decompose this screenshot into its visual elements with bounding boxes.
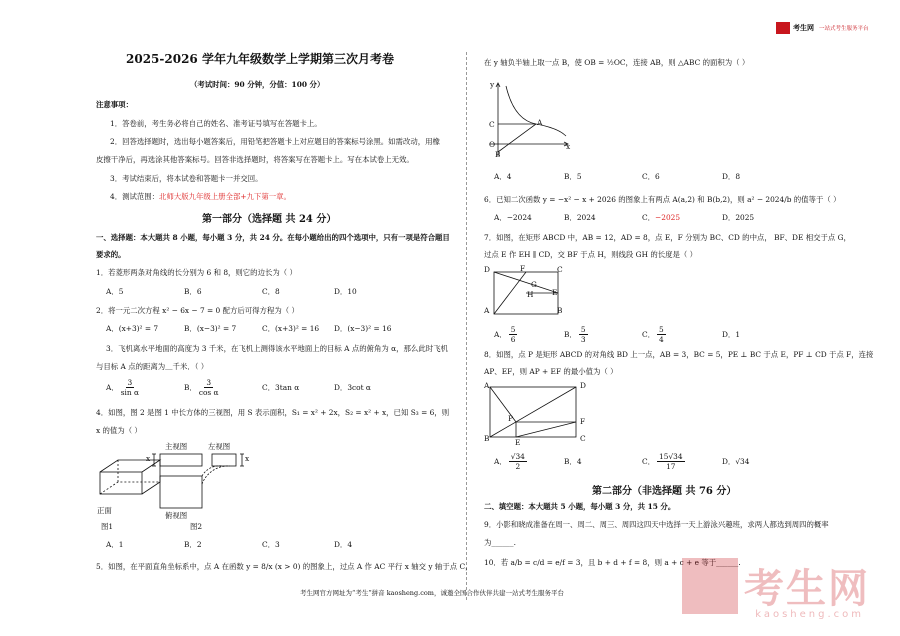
q3-b-label: B． (184, 383, 197, 392)
q7-fig-h: H (527, 290, 534, 299)
q5-figure (486, 80, 576, 160)
q6-c-value: −2025 (655, 213, 681, 222)
q2-option-c: C．(x+3)² = 16 (262, 324, 320, 333)
q2-option-b: B．(x−3)² = 7 (184, 324, 237, 333)
q3-a-den: sin α (120, 388, 139, 397)
q7-stem-a: 7．如图，在矩形 ABCD 中，AB = 12，AD = 8，点 E，F 分别为 BC、CD 的中点， BF、DE 相交于点 G， (484, 233, 851, 242)
q7-a-label: A． (494, 330, 507, 339)
q2-option-d: D．(x−3)² = 16 (334, 324, 392, 333)
q1-option-d: D．10 (334, 287, 357, 296)
q5-option-d: D．8 (722, 172, 741, 181)
q5-stem-b: 在 y 轴负半轴上取一点 B，使 OB = ½OC，连接 AB，则 △ABC 的面积为（ ） (484, 58, 750, 67)
column-divider (466, 52, 467, 600)
q2-option-a: A．(x+3)² = 7 (106, 324, 159, 333)
q7-fig-c: C (557, 265, 563, 274)
q4-top-view-label: 俯视图 (165, 511, 188, 520)
q3-a-num: 3 (127, 378, 133, 387)
q4-fig2-caption: 图2 (190, 522, 203, 531)
q1-option-a: A．5 (106, 287, 124, 296)
q7-c-label: C． (642, 330, 656, 339)
q6-option-a: A．−2024 (494, 213, 532, 222)
q8-c-label: C． (642, 457, 656, 466)
logo-brand: 考生网 (793, 24, 814, 32)
q4-fig1-front-label: 正面 (97, 506, 112, 515)
q6-option-d: D．2025 (722, 213, 755, 222)
q2-stem: 2．将一元二次方程 x² − 6x − 7 = 0 配方后可得方程为（ ） (96, 306, 299, 315)
q3-option-a (106, 378, 139, 397)
watermark-domain: kaosheng.com (755, 609, 864, 620)
part1-instr-b: 要求的。 (96, 250, 126, 259)
q8-c-num: 15√34 (659, 452, 683, 461)
part1-instr-a: 一、选择题：本大题共 8 小题，每小题 3 分，共 24 分。在每小题给出的四个选项中，只有一项是符合题目 (96, 233, 450, 242)
q3-stem-b: 与目标 A 点的距离为＿千米．（ ） (96, 362, 209, 371)
q5-option-a: A．4 (494, 172, 512, 181)
q6-c-label: C． (642, 213, 656, 222)
q7-a-num: 5 (510, 325, 516, 334)
q7-b-num: 5 (580, 325, 586, 334)
q7-option-b (564, 325, 588, 344)
q4-left-view-label: 左视图 (208, 442, 231, 451)
q8-option-d: D．√34 (722, 457, 750, 466)
q7-c-num: 5 (659, 325, 664, 334)
q10-stem: 10．若 a/b = c/d = e/f = 3，且 b + d + f = 8，则 a + c + e 等于______. (484, 558, 741, 567)
q7-a-den: 6 (510, 335, 516, 344)
q8-a-den: 2 (515, 462, 521, 471)
q8-stem-b: AP、EF，则 AP + EF 的最小值为（ ） (484, 367, 618, 376)
q4-option-a: A．1 (106, 540, 124, 549)
q7-stem-b: 过点 E 作 EH ∥ CD，交 BF 于点 H，则线段 GH 的长度是（ ） (484, 250, 698, 259)
notes-heading: 注意事项： (96, 100, 133, 109)
q4-stem-b: x 的值为（ ） (96, 426, 142, 435)
q9-stem-b: 为______. (484, 538, 516, 547)
q8-fig-f: F (580, 417, 586, 426)
q5-stem-a: 5．如图，在平面直角坐标系中，点 A 在函数 y = 8/x (x > 0) 的图象上，过点 A 作 AC 平行 x 轴交 y 轴于点 C， (96, 562, 473, 571)
q8-option-c (642, 452, 685, 471)
exam-time-info: （考试时间：90 分钟，分值：100 分） (190, 80, 325, 89)
q7-c-den: 4 (659, 335, 664, 344)
q7-b-label: B． (564, 330, 577, 339)
q5-fig-c: C (489, 120, 495, 129)
exam-title: 2025-2026 学年九年级数学上学期第三次月考卷 (126, 52, 394, 66)
q7-option-a (494, 325, 517, 344)
note-4 (110, 192, 291, 202)
q4-stem-a: 4．如图，图 2 是图 1 中长方体的三视图，用 S 表示面积，S₁ = x² + 2x，S₂ = x² + x，已知 S₃ = 6，则 (96, 408, 450, 417)
q7-b-den: 3 (580, 335, 586, 344)
q4-figure-2 (150, 448, 250, 510)
q8-fig-b: B (484, 434, 490, 443)
note-4-prefix: 4．测试范围： (110, 192, 160, 201)
q3-b-den: cos α (198, 388, 219, 397)
q7-fig-f: F (520, 264, 526, 273)
q3-b-num: 3 (206, 378, 212, 387)
logo-slogan: 一站式考生服务平台 (819, 26, 869, 32)
q7-fig-g: G (531, 280, 537, 289)
q7-option-d: D．1 (722, 330, 741, 339)
q7-fig-e: E (552, 288, 558, 297)
q7-option-c (642, 325, 666, 344)
q3-stem-a: 3．飞机离水平地面的高度为 3 千米，在飞机上测得该水平地面上的目标 A 点的俯角为 α，那么此时飞机 (106, 344, 448, 353)
q8-a-label: A． (494, 457, 507, 466)
q3-option-c: C．3tan α (262, 383, 300, 392)
q8-fig-a: A (484, 381, 490, 390)
q1-option-b: B．6 (184, 287, 202, 296)
q3-option-b (184, 378, 219, 397)
q8-stem-a: 8．如图，点 P 是矩形 ABCD 的对角线 BD 上一点，AB = 3，BC = 5，PE ⊥ BC 于点 E，PF ⊥ CD 于点 F，连接 (484, 350, 874, 359)
q5-option-b: B．5 (564, 172, 582, 181)
q4-option-c: C．3 (262, 540, 280, 549)
watermark (682, 557, 870, 614)
q8-figure (488, 385, 580, 441)
part2-instr: 二、填空题：本大题共 5 小题，每小题 3 分，共 15 分。 (484, 502, 676, 511)
logo-icon (776, 22, 790, 34)
watermark-brand: 考生网 (744, 566, 870, 612)
q8-fig-c: C (580, 434, 586, 443)
q8-c-den: 17 (666, 462, 676, 471)
q7-fig-b: B (557, 306, 563, 315)
q1-option-c: C．8 (262, 287, 280, 296)
watermark-logo-icon (682, 558, 738, 614)
q4-option-d: D．4 (334, 540, 353, 549)
q8-fig-p: P (508, 414, 513, 423)
q5-option-c: C．6 (642, 172, 660, 181)
q8-a-num: √34 (510, 452, 525, 461)
q7-fig-d: D (484, 265, 490, 274)
q6-option-c (642, 213, 680, 223)
q4-option-b: B．2 (184, 540, 202, 549)
q5-fig-o: O (489, 140, 496, 149)
q1-stem: 1．若菱形两条对角线的长分别为 6 和 8，则它的边长为（ ） (96, 268, 297, 277)
note-2a: 2．回答选择题时，选出每小题答案后，用铅笔把答题卡上对应题目的答案标号涂黑。如需改动，用橡 (110, 137, 440, 146)
q4-x-label-1: x (146, 454, 151, 463)
q4-x-label-2: x (245, 454, 250, 463)
q8-fig-e: E (515, 438, 521, 447)
note-3: 3．考试结束后，将本试卷和答题卡一并交回。 (110, 174, 263, 183)
q3-option-d: D．3cot α (334, 383, 371, 392)
part1-title: 第一部分（选择题 共 24 分） (202, 214, 337, 225)
q5-fig-x: x (566, 142, 571, 151)
q6-option-b: B．2024 (564, 213, 596, 222)
q5-fig-y: y (490, 80, 495, 89)
q3-a-label: A． (106, 383, 119, 392)
note-1: 1．答卷前，考生务必将自己的姓名、准考证号填写在答题卡上。 (110, 119, 322, 128)
q5-fig-a: A (537, 118, 543, 127)
q6-stem: 6．已知二次函数 y = −x² − x + 2026 的图象上有两点 A(a,2) 和 B(b,2)，则 a² − 2024/b 的值等于（ ） (484, 195, 841, 204)
q7-fig-a: A (484, 306, 490, 315)
q5-fig-b: B (495, 150, 501, 159)
part2-title: 第二部分（非选择题 共 76 分） (592, 486, 737, 497)
brand-logo (776, 22, 869, 34)
q8-fig-d: D (580, 381, 586, 390)
q4-fig1-caption: 图1 (101, 522, 114, 531)
q8-option-b: B．4 (564, 457, 582, 466)
page-footer: 考生网官方网址为“考生”拼音 kaosheng.com，诚邀全国合作伙伴共建一站式考生服务平台 (300, 589, 564, 597)
q8-option-a (494, 452, 527, 471)
q4-main-view-label: 主视图 (165, 442, 188, 451)
q9-stem-a: 9．小影和晓成准备在周一、周二、周三、周四这四天中选择一天上游泳兴趣班，求两人都选到周四的概率 (484, 520, 829, 529)
test-range: 北师大版九年级上册全部+九下第一章。 (159, 192, 291, 201)
note-2b: 皮擦干净后，再选涂其他答案标号。回答非选择题时，将答案写在答题卡上。写在本试卷上无效。 (96, 155, 414, 164)
